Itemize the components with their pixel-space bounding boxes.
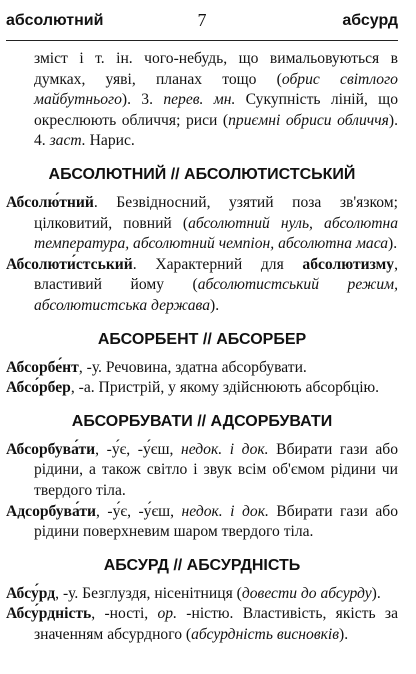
headword: Абсо́рбер <box>6 379 71 397</box>
section-title-absurd: АБСУРД // АБСУРДНІСТЬ <box>103 556 301 574</box>
header-guide-word-right: абсурд <box>342 12 398 29</box>
entry-absorbent: Абсорбе́нт, -у. Речовина, здатна абсорбувати. <box>6 358 307 376</box>
section-title-absorbuvaty: АБСОРБУВАТИ // АДСОРБУВАТИ <box>71 412 333 430</box>
entry-absoliutystskyi: Абсолюти́стський. Характерний для абсолютизму, властивий йому (абсолютистський режим, абсолютистська держава). <box>6 255 398 314</box>
page-content <box>6 49 398 645</box>
entry-absoliutnyi: Абсолю́тний. Безвідносний, узятий поза зв'язком; цілковитий, повний (абсолютний нуль, абсолютна температура, абсолютний чемпіон, абсолютна маса). <box>6 193 398 253</box>
continuation-paragraph: зміст і т. ін. чого-небудь, що вимальовуються в думках, уяві, планах тощо (обрис світлого майбутнього). 3. перев. мн. Сукупність ліній, що окреслюють обличчя; риси (приємні обриси обличчя). 4. заст. Нарис. <box>34 50 398 150</box>
headword: Абсорбува́ти <box>6 440 96 458</box>
page-header <box>6 0 398 41</box>
section-title-absorbent: АБСОРБЕНТ // АБСОРБЕР <box>97 330 307 348</box>
entry-adsorbuvaty: Адсорбува́ти, -у́є, -у́єш, недок. і док. Вбирати гази або рідини поверхневим шаром твердого тіла. <box>6 502 398 541</box>
entry-absurd: Абсу́рд, -у. Безглуздя, нісенітниця (довести до абсурду). <box>6 584 381 602</box>
headword: Адсорбува́ти <box>6 502 96 520</box>
entry-absurdnist: Абсу́рдність, -ності, ор. -ністю. Властивість, якість за значенням абсурдного (абсурдність висновків). <box>6 605 398 643</box>
entry-absorbuvaty: Абсорбува́ти, -у́є, -у́єш, недок. і док. Вбирати гази або рідини, а також світло і звук всім об'ємом рідини чи твердого тіла. <box>6 440 398 499</box>
headword: Абсолюти́стський <box>6 255 133 273</box>
headword: Абсу́рд <box>6 584 56 602</box>
header-guide-word-left: абсолютний <box>6 12 104 29</box>
headword: Абсу́рдність <box>6 605 92 623</box>
headword: Абсолю́тний <box>6 193 94 211</box>
section-title-absoliutnyi: АБСОЛЮТНИЙ // АБСОЛЮТИСТСЬКИЙ <box>48 165 356 183</box>
page-number: 7 <box>197 10 207 30</box>
headword: Абсорбе́нт <box>6 358 79 376</box>
entry-absorber: Абсо́рбер, -а. Пристрій, у якому здійснюють абсорбцію. <box>6 379 380 397</box>
